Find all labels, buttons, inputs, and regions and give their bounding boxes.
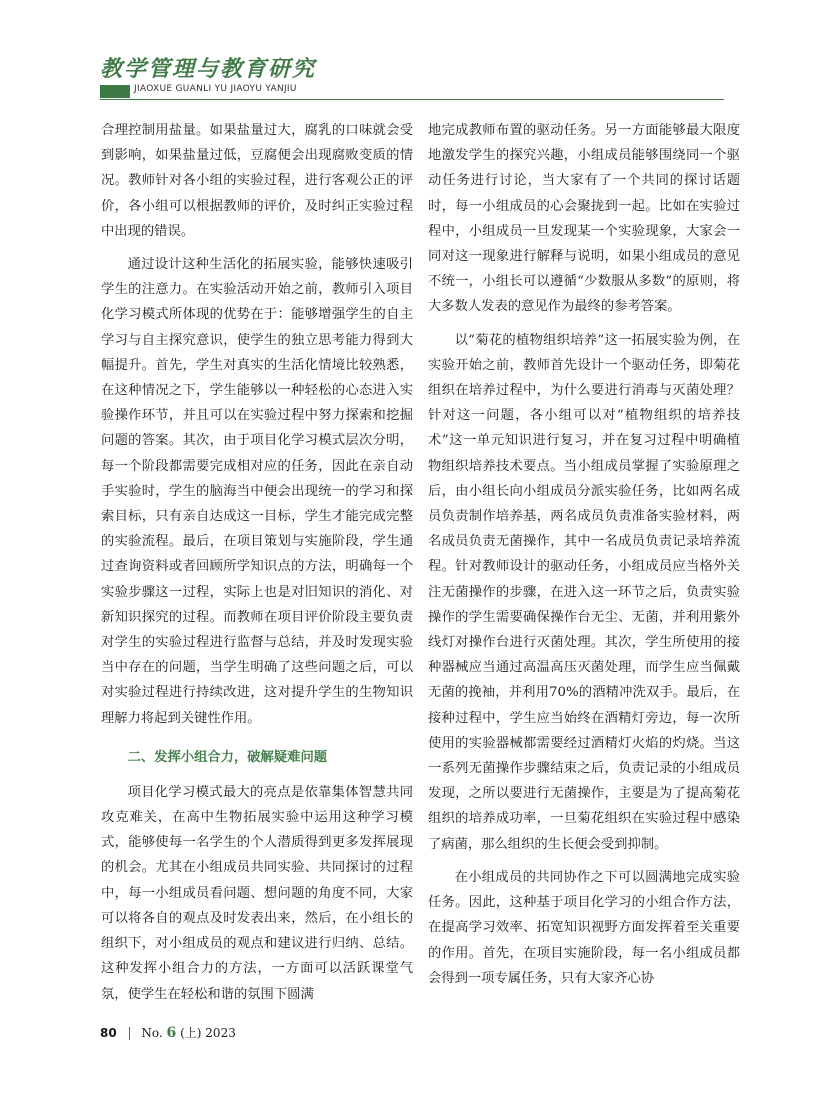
journal-subtitle: JIAOXUE GUANLI YU JIAOYU YANJIU [134,84,297,94]
left-column [101,118,413,1007]
masthead-rule [100,99,724,100]
page-footer [100,1024,236,1044]
masthead-accent-bar [100,85,130,98]
page-number: 80 [100,1026,117,1040]
issue-number: 6 [166,1025,177,1041]
paragraph: 以“菊花的植物组织培养”这一拓展实验为例，在实验开始之前，教师首先设计一个驱动任务，即菊花组织在培养过程中，为什么要进行消毒与灭菌处理？针对这一问题，各小组可以对“植物组织的培养技术”这一单元知识进行复习，并在复习过程中明确植物组织培养技术要点。当小组成员掌握了实验原理之后，由小组长向小组成员分派实验任务，比如两名成员负责制作培养基，两名成员负责准备实验材料，两名成员负责无菌操作，其中一名成员负责记录培养流程。针对教师设计的驱动任务，小组成员应当格外关注无菌操作的步骤，在进入这一环节之后，负责实验操作的学生需要确保操作台无尘、无菌，并利用紫外线灯对操作台进行灭菌处理。其次，学生所使用的接种器械应当通过高温高压灭菌处理，而学生应当佩戴无菌的挽袖，并利用70%的酒精冲洗双手。最后，在接种过程中，学生应当始终在酒精灯旁边，每一次所使用的实验器械都需要经过酒精灯火焰的灼烧。当这一系列无菌操作步骤结束之后，负责记录的小组成员发现，之所以要进行无菌操作，主要是为了提高菊花组织的培养成功率，一旦菊花组织在实验过程中感染了病菌，那么组织的生长便会受到抑制。 [428,332,740,852]
paragraph: 项目化学习模式最大的亮点是依靠集体智慧共同攻克难关，在高中生物拓展实验中运用这种学习模式，能够使每一名学生的个人潜质得到更多发挥展现的机会。尤其在小组成员共同实验、共同探讨的过程中，每一小组成员看问题、想问题的角度不同，大家可以将各自的观点及时发表出来，然后，在小组长的组织下，对小组成员的观点和建议进行归纳、总结。这种发挥小组合力的方法，一方面可以活跃课堂气氛，使学生在轻松和谐的氛围下圆满 [101,784,413,1002]
paragraph: 合理控制用盐量。如果盐量过大，腐乳的口味就会受到影响，如果盐量过低，豆腐便会出现腐败变质的情况。教师针对各小组的实验过程，进行客观公正的评价，各小组可以根据教师的评价，及时纠正实验过程中出现的错误。 [101,123,413,239]
paragraph: 在小组成员的共同协作之下可以圆满地完成实验任务。因此，这种基于项目化学习的小组合作方法，在提高学习效率、拓宽知识视野方面发挥着至关重要的作用。首先，在项目实施阶段，每一名小组成员都会得到一项专属任务，只有大家齐心协 [428,869,740,986]
issue-year: 2023 [205,1026,236,1040]
right-column [428,118,740,991]
paragraph: 地完成教师布置的驱动任务。另一方面能够最大限度地激发学生的探究兴趣，小组成员能够围绕同一个驱动任务进行讨论，当大家有了一个共同的探讨话题时，每一小组成员的心会聚拢到一起。比如在实验过程中，小组成员一旦发现某一个实验现象，大家会一同对这一现象进行解释与说明，如果小组成员的意见不统一，小组长可以遵循“少数服从多数”的原则，将大多数人发表的意见作为最终的参考答案。 [428,123,740,315]
issue-half: (上) [180,1026,202,1040]
issue-prefix: No. [141,1026,163,1040]
footer-divider [129,1027,130,1040]
paragraph: 通过设计这种生活化的拓展实验，能够快速吸引学生的注意力。在实验活动开始之前，教师引入项目化学习模式所体现的优势在于：能够增强学生的自主学习与自主探究意识，使学生的独立思考能力得到大幅提升。首先，学生对真实的生活化情境比较熟悉，在这种情况之下，学生能够以一种轻松的心态进入实验操作环节，并且可以在实验过程中努力探索和挖掘问题的答案。其次，由于项目化学习模式层次分明，每一个阶段都需要完成相对应的任务，因此在亲自动手实验时，学生的脑海当中便会出现统一的学习和探索目标，只有亲自达成这一目标，学生才能完成完整的实验流程。最后，在项目策划与实施阶段，学生通过查询资料或者回顾所学知识点的方法，明确每一个实验步骤这一过程，实际上也是对旧知识的消化、对新知识探究的过程。而教师在项目评价阶段主要负责对学生的实验过程进行监督与总结，并及时发现实验当中存在的问题，当学生明确了这些问题之后，可以对实验过程进行持续改进，这对提升学生的生物知识理解力将起到关键性作用。 [101,257,413,726]
journal-title: 教学管理与教育研究 [100,57,317,82]
section-heading: 二、发挥小组合力，破解疑难问题 [127,749,328,765]
